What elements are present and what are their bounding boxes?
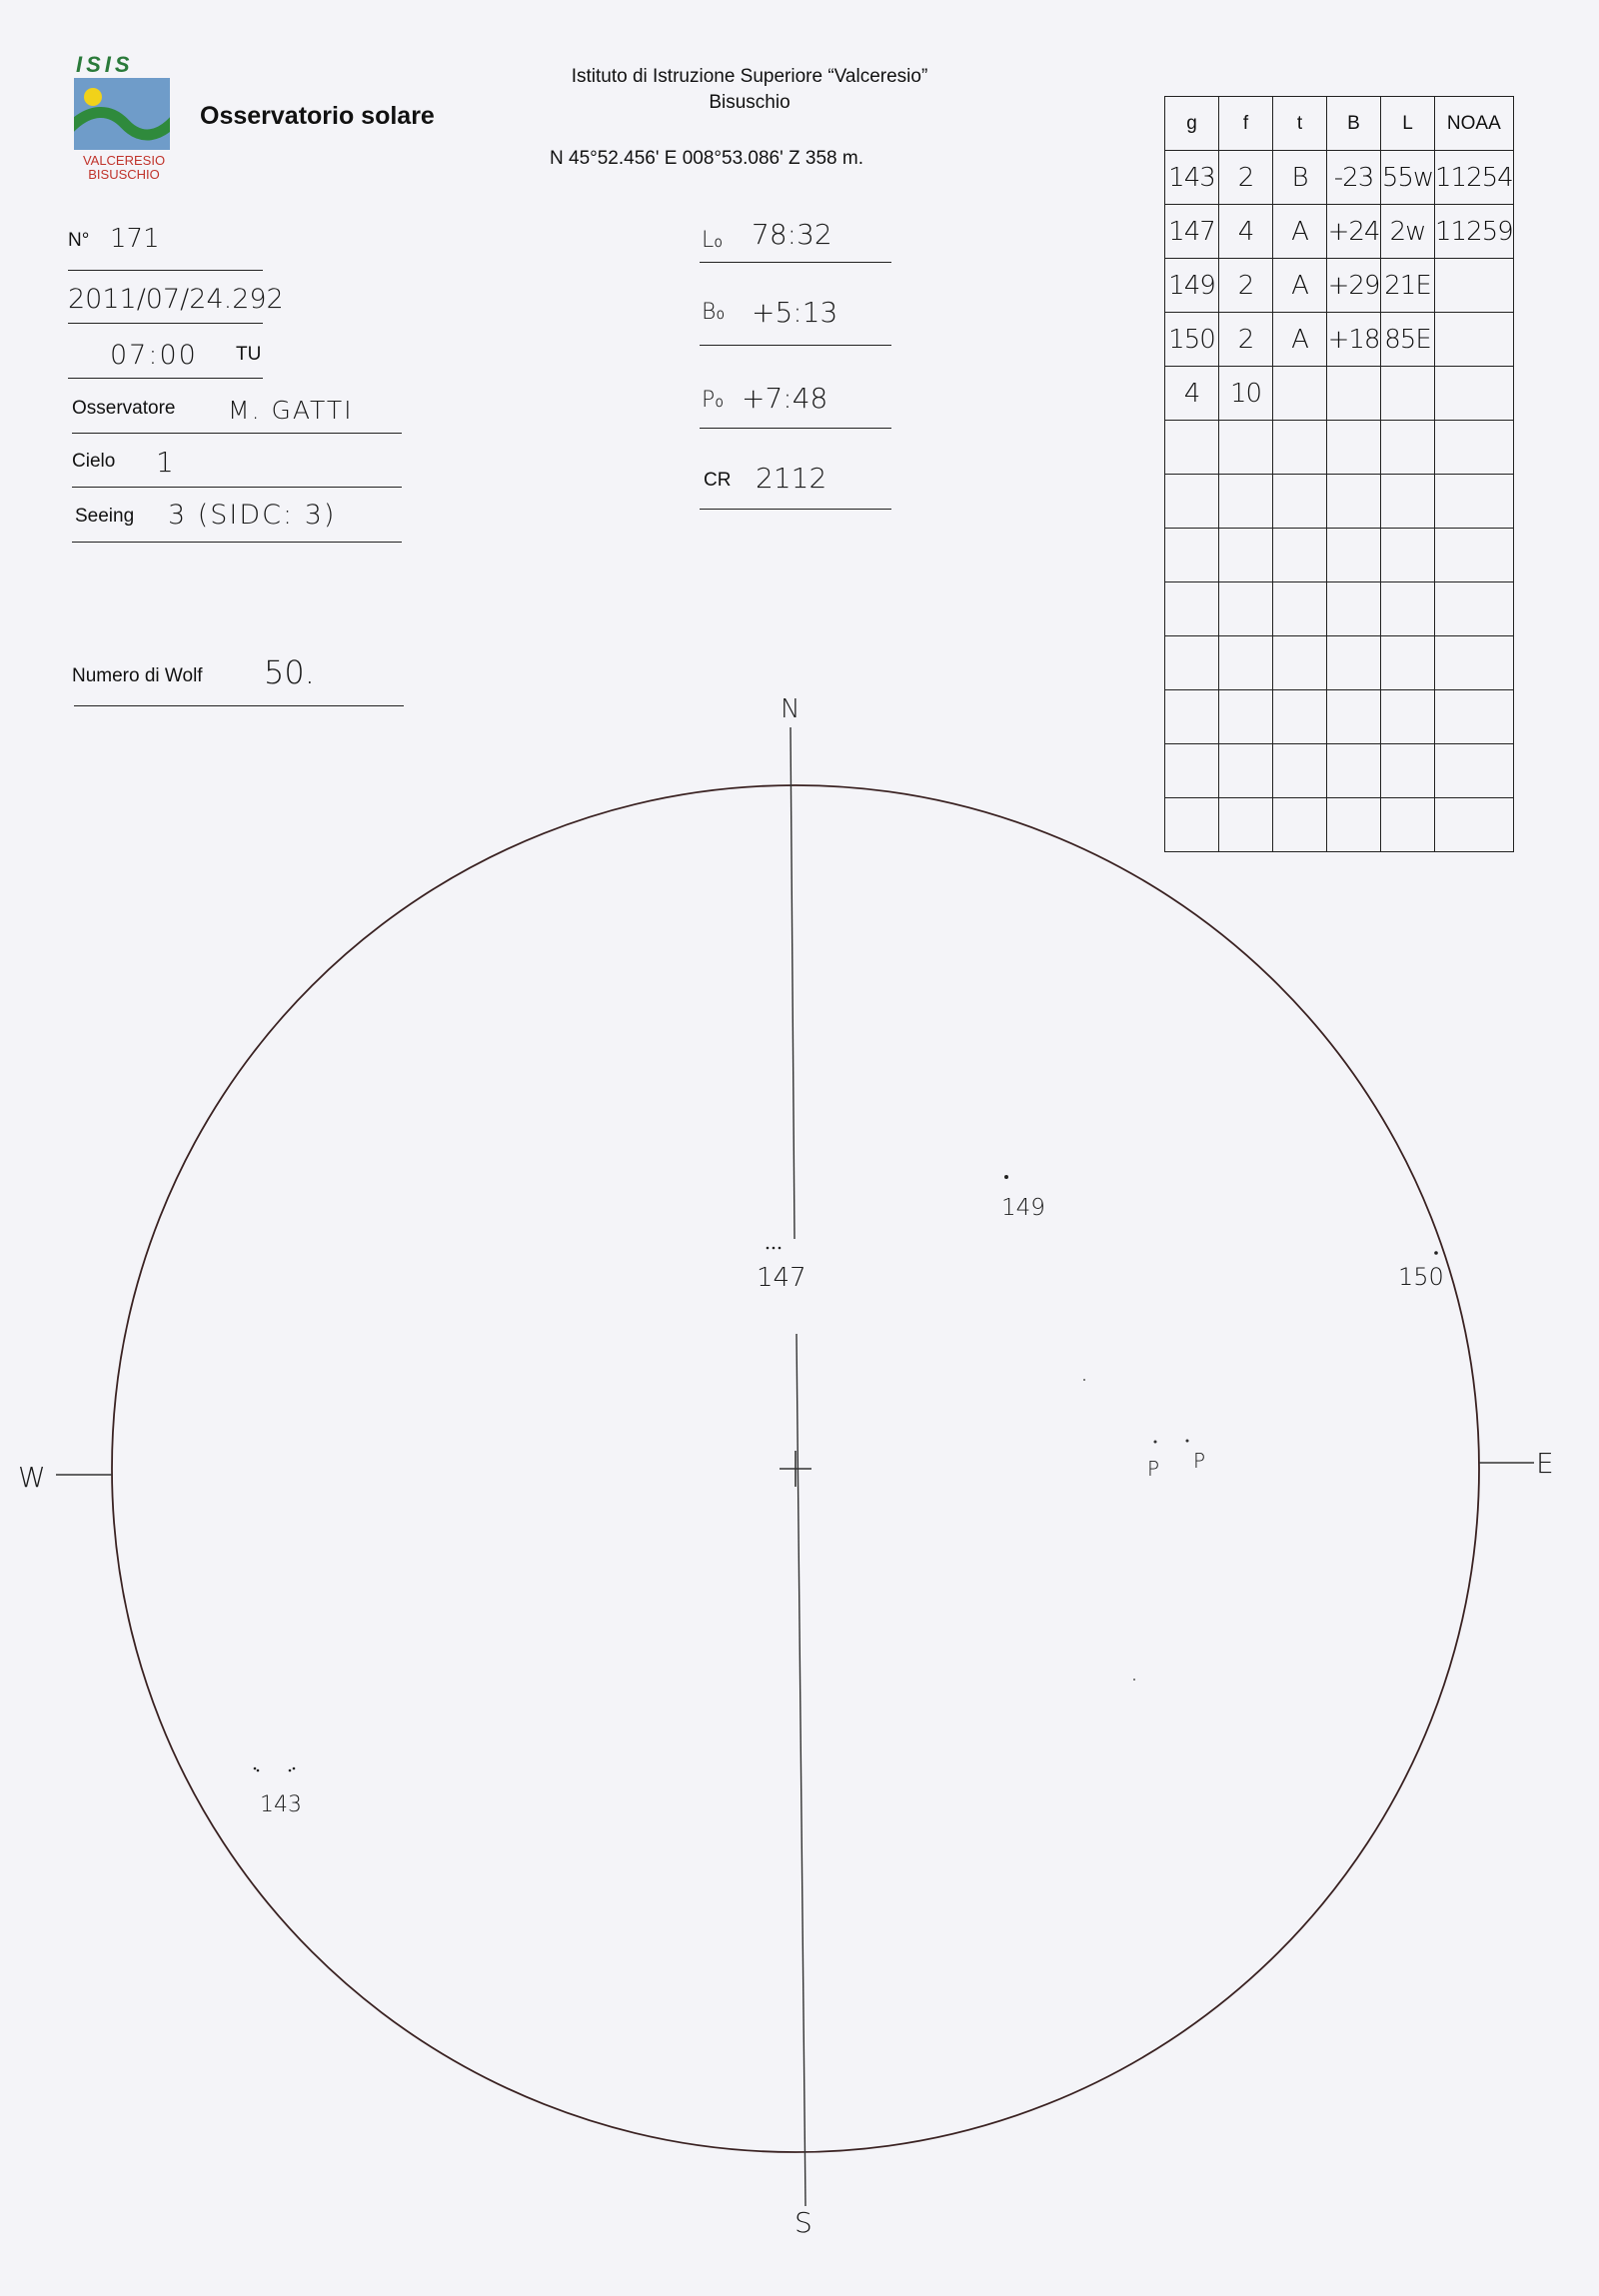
- speck: [1083, 1379, 1085, 1381]
- table-cell: A: [1273, 313, 1327, 367]
- group-label-147: 147: [757, 1263, 806, 1293]
- table-cell: 85E: [1381, 313, 1435, 367]
- table-cell: 2: [1219, 151, 1273, 205]
- l0-label: L₀: [702, 228, 724, 253]
- spot-143a: [254, 1767, 257, 1770]
- b0-label: B₀: [702, 300, 726, 325]
- south-axis-line: [797, 1334, 805, 2206]
- table-cell: +24: [1327, 205, 1381, 259]
- west-label: W: [18, 1461, 46, 1494]
- time-unit: TU: [236, 344, 262, 365]
- pore-label-1: P: [1147, 1457, 1160, 1481]
- spot-147a: [767, 1247, 770, 1250]
- table-cell: 11259: [1435, 205, 1514, 259]
- table-cell: 11254: [1435, 151, 1514, 205]
- number-value: 171: [110, 224, 160, 254]
- table-cell: 2: [1219, 259, 1273, 313]
- spot-150: [1434, 1251, 1438, 1255]
- table-cell: 4: [1219, 205, 1273, 259]
- table-cell: +29: [1327, 259, 1381, 313]
- group-label-143: 143: [260, 1792, 302, 1817]
- table-cell: -23: [1327, 151, 1381, 205]
- table-cell: 21E: [1381, 259, 1435, 313]
- table-cell: A: [1273, 205, 1327, 259]
- page-title: Osservatorio solare: [200, 102, 435, 130]
- spot-143b: [257, 1769, 260, 1772]
- table-cell: 10: [1219, 367, 1273, 421]
- col-header-b: B: [1327, 97, 1381, 151]
- north-label: N: [781, 694, 800, 724]
- col-header-noaa: NOAA: [1435, 97, 1514, 151]
- b0-value: +5:13: [752, 296, 838, 329]
- sky-value: 1: [156, 446, 174, 479]
- logo-wordmark: ISIS: [76, 52, 134, 77]
- l0-value: 78:32: [752, 218, 832, 251]
- group-label-150: 150: [1398, 1263, 1444, 1291]
- table-cell: 143: [1165, 151, 1219, 205]
- wolf-value: 50.: [264, 653, 315, 691]
- table-cell: 2w: [1381, 205, 1435, 259]
- p0-value: +7:48: [742, 382, 828, 415]
- table-cell: A: [1273, 259, 1327, 313]
- p0-label: P₀: [702, 388, 725, 413]
- seeing-value: 3 (SIDC: 3): [168, 500, 337, 531]
- institute-line-2: Bisuschio: [709, 92, 791, 113]
- col-header-l: L: [1381, 97, 1435, 151]
- spot-149: [1004, 1175, 1008, 1179]
- seeing-label: Seeing: [75, 506, 135, 527]
- table-cell: 147: [1165, 205, 1219, 259]
- south-label: S: [795, 2206, 812, 2239]
- table-cell: 4: [1165, 367, 1219, 421]
- pore-label-2: P: [1193, 1449, 1206, 1473]
- spot-147c: [779, 1247, 782, 1250]
- spot-143d: [293, 1767, 296, 1770]
- institute-line-1: Istituto di Istruzione Superiore “Valceresio”: [571, 66, 928, 87]
- col-header-g: g: [1165, 97, 1219, 151]
- cr-value: 2112: [756, 462, 827, 495]
- table-cell: 55w: [1381, 151, 1435, 205]
- site-coordinates: N 45°52.456' E 008°53.086' Z 358 m.: [550, 148, 863, 169]
- spot-143c: [289, 1769, 292, 1772]
- spot-147b: [773, 1247, 776, 1250]
- table-cell: 150: [1165, 313, 1219, 367]
- speck: [1133, 1679, 1135, 1681]
- cr-label: CR: [704, 470, 732, 491]
- date-value: 2011/07/24.292: [68, 284, 284, 315]
- col-header-f: f: [1219, 97, 1273, 151]
- time-value: 07:00: [110, 340, 198, 371]
- pore-dot-2: [1186, 1440, 1189, 1443]
- east-label: E: [1536, 1447, 1554, 1480]
- number-label: N°: [68, 230, 90, 251]
- col-header-t: t: [1273, 97, 1327, 151]
- pore-dot-1: [1154, 1441, 1157, 1444]
- sky-label: Cielo: [72, 451, 116, 472]
- table-cell: 149: [1165, 259, 1219, 313]
- logo-caption-1: VALCERESIO: [82, 153, 166, 168]
- table-cell: 2: [1219, 313, 1273, 367]
- table-cell: B: [1273, 151, 1327, 205]
- observer-value: M. GATTI: [228, 396, 354, 425]
- wolf-label: Numero di Wolf: [72, 665, 203, 686]
- logo-caption-2: BISUSCHIO: [88, 167, 160, 182]
- observer-label: Osservatore: [72, 398, 176, 419]
- group-label-149: 149: [1001, 1195, 1045, 1221]
- north-axis-line: [791, 727, 795, 1239]
- table-cell: +18: [1327, 313, 1381, 367]
